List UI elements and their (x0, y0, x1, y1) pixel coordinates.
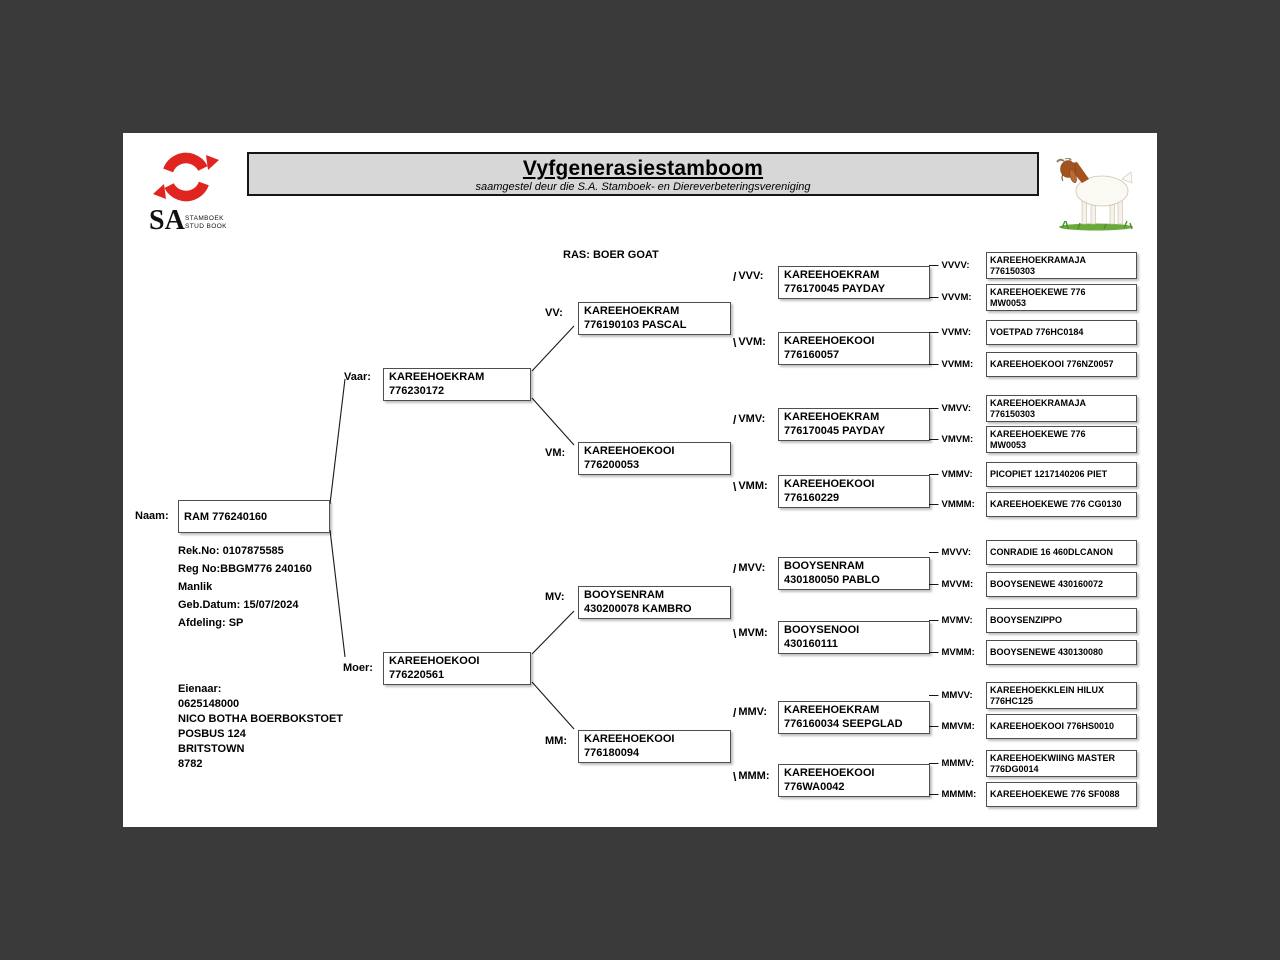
pedigree-label-mmvv (929, 682, 973, 709)
generation-code: MVVM: (941, 579, 974, 590)
connector-slash-icon: / (733, 562, 737, 576)
owner-label: Eienaar: (178, 683, 222, 695)
connector-dash-icon: — (929, 758, 939, 769)
pedigree-box-mmvv (986, 682, 1137, 709)
animal-name: KAREEHOEKOOI 776NZ0057 (990, 359, 1114, 370)
animal-name: BOOYSENOOI (784, 624, 860, 636)
generation-code: MVMV: (941, 615, 973, 626)
animal-name: BOOYSENRAM (584, 589, 665, 601)
animal-name: BOOYSENEWE 430130080 (990, 647, 1104, 658)
page-title: Vyfgenerasiestamboom (522, 157, 764, 180)
animal-number: 776150303 (990, 265, 1036, 276)
animal-name: KAREEHOEKEWE 776 (990, 429, 1086, 439)
connector-dash-icon: — (929, 690, 939, 701)
sa-stamboek-logo-icon (148, 150, 226, 232)
animal-number: 776220561 (389, 668, 445, 681)
logo-studbook-text: STUD BOOK (185, 223, 226, 230)
connector-dash-icon: — (929, 292, 939, 303)
connector-dash-icon: — (929, 615, 939, 626)
pedigree-box-mmmm (986, 782, 1137, 807)
generation-code: VMV: (738, 413, 766, 425)
pedigree-label-mvv (733, 562, 765, 576)
connector-dash-icon: — (929, 579, 939, 590)
pedigree-box-vvv (778, 266, 930, 299)
connector-backslash-icon: \ (733, 336, 737, 350)
connector-slash-icon: / (733, 270, 737, 284)
animal-name: KAREEHOEKOOI (584, 445, 675, 457)
pedigree-box-vvmm (986, 352, 1137, 377)
animal-number: 430200078 KAMBRO (584, 602, 692, 615)
sex: Manlik (178, 581, 213, 593)
owner-details (178, 682, 343, 772)
owner-name: NICO BOTHA BOERBOKSTOET (178, 713, 344, 725)
pedigree-box-vmvv (986, 395, 1137, 422)
generation-code: VMM: (738, 480, 768, 492)
pedigree-box-mvmv (986, 608, 1137, 633)
section: Afdeling: SP (178, 617, 244, 629)
generation-code: VMVV: (941, 403, 972, 414)
animal-number: 776150303 (990, 408, 1036, 419)
generation-code: VMVM: (941, 434, 974, 445)
pedigree-label-vvvm (929, 284, 972, 311)
pedigree-box-vmvm (986, 426, 1137, 453)
animal-number: 430160111 (784, 637, 838, 650)
animal-number: 776180094 (584, 746, 640, 759)
pedigree-label-vmmm (929, 492, 975, 517)
pedigree-label-mm: MM: (545, 735, 567, 747)
animal-number: 776DG0014 (990, 763, 1039, 774)
owner-address-1: POSBUS 124 (178, 728, 246, 740)
animal-name: KAREEHOEKRAM (784, 704, 880, 716)
connector-dash-icon: — (929, 647, 939, 658)
pedigree-document-page (123, 133, 1157, 827)
pedigree-label-vmvv (929, 395, 971, 422)
animal-name: KAREEHOEKRAM (389, 371, 485, 383)
animal-name: KAREEHOEKRAMAJA (990, 398, 1087, 408)
animal-name: KAREEHOEKOOI (784, 767, 875, 779)
pedigree-label-mmv (733, 706, 767, 720)
generation-code: MMM: (738, 770, 770, 782)
pedigree-box-vv (578, 302, 731, 335)
animal-name: KAREEHOEKRAMAJA (990, 255, 1087, 265)
connector-dash-icon: — (929, 469, 939, 480)
connector-backslash-icon: \ (733, 627, 737, 641)
animal-number: MW0053 (990, 297, 1027, 308)
animal-name: KAREEHOEKOOI (784, 335, 875, 347)
animal-name: KAREEHOEKWIING MASTER (990, 753, 1116, 763)
pedigree-label-vmvm (929, 426, 973, 453)
pedigree-box-vvvm (986, 284, 1137, 311)
connector-dash-icon: — (929, 260, 939, 271)
breed-label: RAS: BOER GOAT (563, 249, 659, 261)
animal-name: KAREEHOEKKLEIN HILUX (990, 685, 1105, 695)
reg-no: Reg No:BBGM776 240160 (178, 563, 312, 575)
pedigree-label-mvmv (929, 608, 973, 633)
generation-code: MMV: (738, 706, 768, 718)
pedigree-box-vvm (778, 332, 930, 365)
pedigree-box-mv (578, 586, 731, 619)
animal-number: 776170045 PAYDAY (784, 424, 886, 437)
pedigree-label-vvvv (929, 252, 970, 279)
pedigree-label-mmvm (929, 714, 975, 739)
pedigree-label-mmm (733, 770, 770, 784)
animal-name: KAREEHOEKOOI (389, 655, 480, 667)
animal-number: 776200053 (584, 458, 640, 471)
animal-name: KAREEHOEKEWE 776 SF0088 (990, 789, 1120, 800)
animal-name: KAREEHOEKOOI (584, 733, 675, 745)
pedigree-label-vmv (733, 413, 765, 427)
animal-number: MW0053 (990, 439, 1027, 450)
pedigree-box-mvvm (986, 572, 1137, 597)
generation-code: MMMV: (941, 758, 975, 769)
pedigree-box-moer (383, 652, 531, 685)
owner-postal-code: 8782 (178, 758, 203, 770)
animal-name: CONRADIE 16 460DLCANON (990, 547, 1114, 558)
pedigree-box-mmvm (986, 714, 1137, 739)
connector-dash-icon: — (929, 327, 939, 338)
generation-code: VMMV: (941, 469, 973, 480)
animal-name: KAREEHOEKRAM (784, 411, 880, 423)
generation-code: MVMM: (941, 647, 975, 658)
generation-code: MMMM: (941, 789, 977, 800)
pedigree-label-vvm (733, 336, 766, 350)
subject-name: RAM 776240160 (184, 510, 268, 523)
pedigree-label-vvmv (929, 320, 971, 345)
pedigree-box-mm (578, 730, 731, 763)
pedigree-label-mmmm (929, 782, 976, 807)
pedigree-label-vm: VM: (545, 447, 566, 459)
owner-phone: 0625148000 (178, 698, 240, 710)
pedigree-box-vmm (778, 475, 930, 508)
naam-label: Naam: (135, 510, 169, 522)
pedigree-label-vaar: Vaar: (344, 371, 371, 383)
pedigree-box-mvmm (986, 640, 1137, 665)
pedigree-label-mv: MV: (545, 591, 565, 603)
pedigree-box-vaar (383, 368, 531, 401)
connector-backslash-icon: \ (733, 770, 737, 784)
pedigree-label-mmmv (929, 750, 974, 777)
pedigree-label-mvm (733, 627, 768, 641)
pedigree-label-mvvm (929, 572, 973, 597)
pedigree-box-mmm (778, 764, 930, 797)
animal-name: BOOYSENEWE 430160072 (990, 579, 1104, 590)
animal-number: 776160229 (784, 491, 840, 504)
connector-dash-icon: — (929, 434, 939, 445)
animal-number: 776WA0042 (784, 780, 845, 793)
pedigree-box-vmv (778, 408, 930, 441)
pedigree-label-mvmm (929, 640, 975, 665)
title-box (247, 152, 1039, 196)
animal-name: BOOYSENZIPPO (990, 615, 1063, 626)
connector-dash-icon: — (929, 499, 939, 510)
pedigree-label-vmmv (929, 462, 973, 487)
pedigree-label-vmm (733, 480, 768, 494)
logo-sa-text: SA (149, 205, 185, 232)
pedigree-box-mvvv (986, 540, 1137, 565)
generation-code: MMVM: (941, 721, 975, 732)
animal-name: BOOYSENRAM (784, 560, 865, 572)
generation-code: MVV: (738, 562, 766, 574)
subject-details (178, 542, 312, 632)
animal-number: 776230172 (389, 384, 445, 397)
generation-code: VVV: (738, 270, 764, 282)
logo-stamboek-text: STAMBOEK (185, 215, 224, 222)
pedigree-box-mvv (778, 557, 930, 590)
boer-goat-icon (1052, 158, 1140, 232)
rek-no: Rek.No: 0107875585 (178, 545, 284, 557)
pedigree-label-vvmm (929, 352, 973, 377)
generation-code: VVMV: (941, 327, 972, 338)
pedigree-label-moer: Moer: (343, 662, 373, 674)
sa-stamboek-logo (148, 150, 226, 232)
animal-name: KAREEHOEKOOI 776HS0010 (990, 721, 1115, 732)
animal-number: 776190103 PASCAL (584, 318, 687, 331)
animal-number: 776160057 (784, 348, 840, 361)
generation-code: VVMM: (941, 359, 974, 370)
connector-dash-icon: — (929, 359, 939, 370)
connector-slash-icon: / (733, 706, 737, 720)
connector-slash-icon: / (733, 413, 737, 427)
generation-code: VVVM: (941, 292, 972, 303)
animal-number: 430180050 PABLO (784, 573, 880, 586)
animal-name: KAREEHOEKEWE 776 (990, 287, 1086, 297)
generation-code: VVM: (738, 336, 766, 348)
animal-number: 776HC125 (990, 695, 1034, 706)
generation-code: VVVV: (941, 260, 970, 271)
connector-dash-icon: — (929, 547, 939, 558)
pedigree-box-mmv (778, 701, 930, 734)
connector-dash-icon: — (929, 403, 939, 414)
animal-name: KAREEHOEKRAM (584, 305, 680, 317)
animal-number: 776160034 SEEPGLAD (784, 717, 903, 730)
connector-backslash-icon: \ (733, 480, 737, 494)
pedigree-box-vmmm (986, 492, 1137, 517)
pedigree-box-vvmv (986, 320, 1137, 345)
subject-box (178, 500, 330, 533)
generation-code: MMVV: (941, 690, 973, 701)
generation-code: VMMM: (941, 499, 975, 510)
pedigree-label-mvvv (929, 540, 971, 565)
boer-goat-image (1052, 158, 1140, 232)
animal-name: KAREEHOEKRAM (784, 269, 880, 281)
pedigree-label-vv: VV: (545, 307, 563, 319)
animal-name: VOETPAD 776HC0184 (990, 327, 1084, 338)
generation-code: MVM: (738, 627, 768, 639)
pedigree-box-vmmv (986, 462, 1137, 487)
generation-code: MVVV: (941, 547, 972, 558)
owner-address-2: BRITSTOWN (178, 743, 245, 755)
animal-name: KAREEHOEKOOI (784, 478, 875, 490)
connector-dash-icon: — (929, 721, 939, 732)
animal-number: 776170045 PAYDAY (784, 282, 886, 295)
birth-date: Geb.Datum: 15/07/2024 (178, 599, 299, 611)
pedigree-label-vvv (733, 270, 763, 284)
pedigree-box-vm (578, 442, 731, 475)
animal-name: PICOPIET 1217140206 PIET (990, 469, 1108, 480)
connector-dash-icon: — (929, 789, 939, 800)
pedigree-box-vvvv (986, 252, 1137, 279)
page-subtitle: saamgestel deur die S.A. Stamboek- en Diereverbeteringsvereniging (475, 181, 811, 193)
pedigree-box-mmmv (986, 750, 1137, 777)
animal-name: KAREEHOEKEWE 776 CG0130 (990, 499, 1122, 510)
pedigree-box-mvm (778, 621, 930, 654)
